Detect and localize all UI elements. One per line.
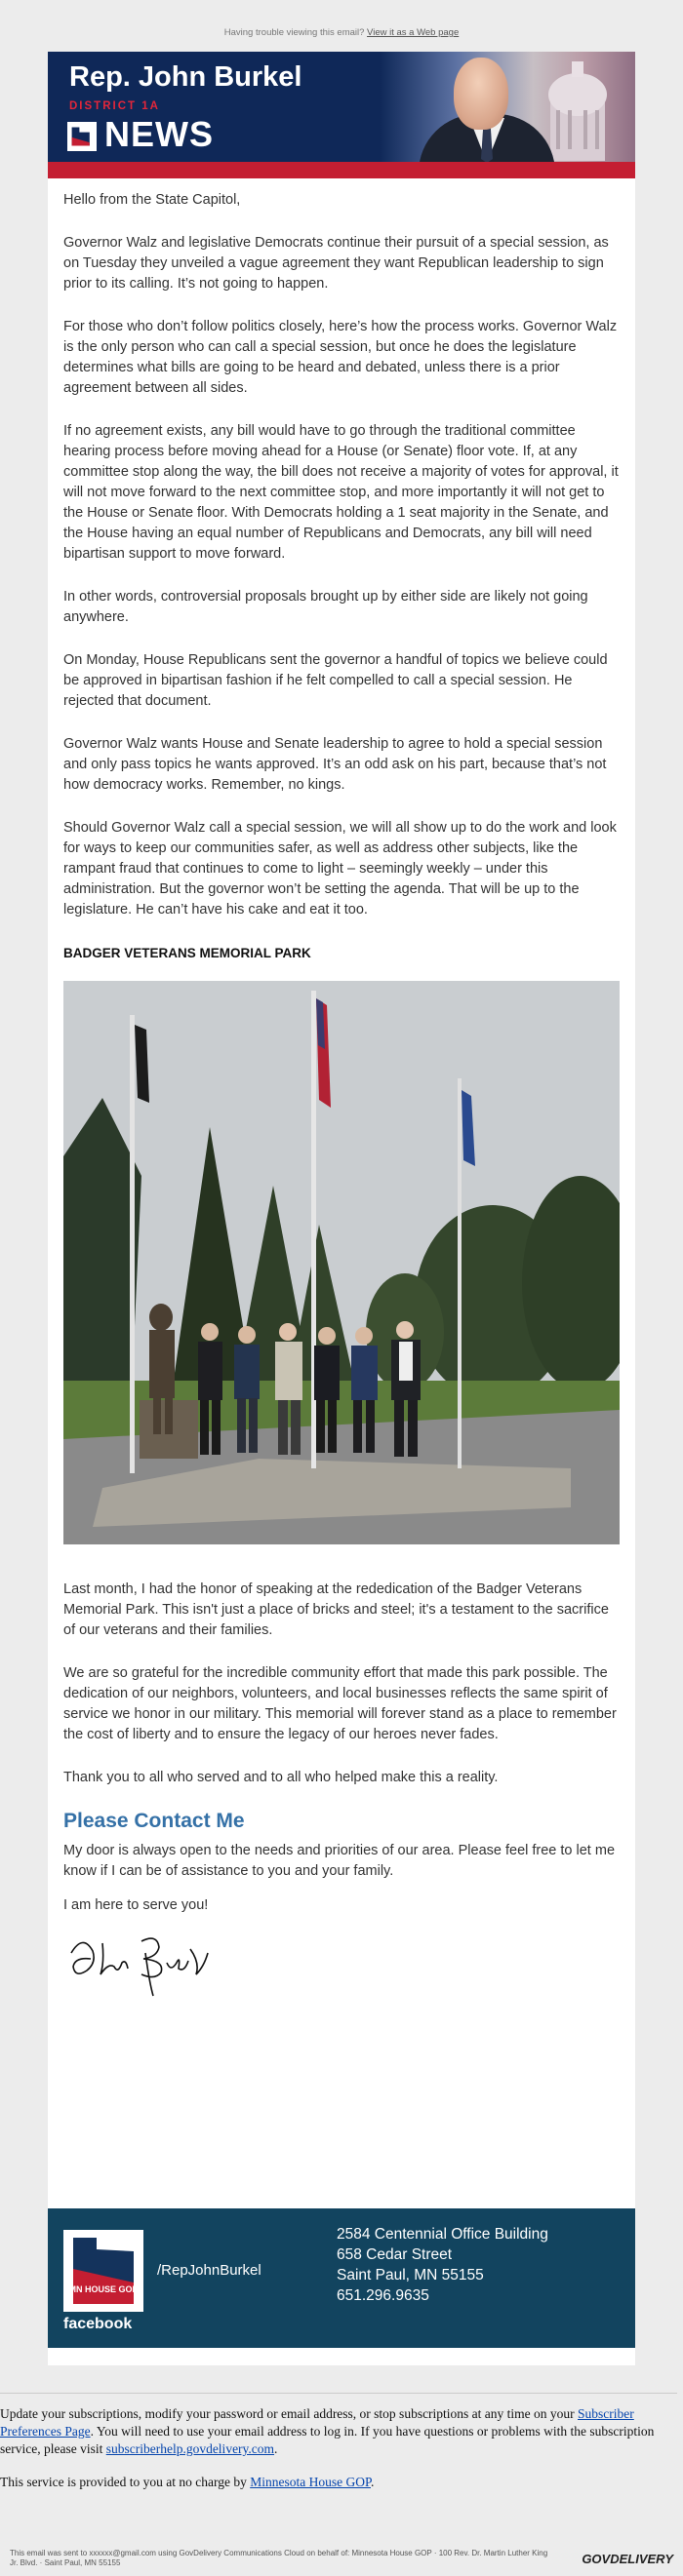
provided-text: This service is provided to you at no charge by Minnesota House GOP. [0,2475,375,2489]
contact-text: My door is always open to the needs and priorities of our area. Please feel free to let me know if I can be of assistance to you and your family. [63,1843,616,1879]
mn-house-gop-logo[interactable] [63,2230,143,2312]
veterans-memorial-photo [63,981,620,1544]
govdelivery-logo[interactable]: GOVDELIVERY [582,2552,673,2566]
paragraph: We are so grateful for the incredible community effort that made this park possible. The dedication of our neighbors, volunteers, and local businesses reflects the same spirit of service we honor in our military. This memorial will forever stand as a place to remember the cost of liberty and to ensure the legacy of our heroes never fades. [63,1665,617,1742]
svg-text:MN HOUSE GOP: MN HOUSE GOP [68,2284,139,2294]
fineprint: This email was sent to xxxxxx@gmail.com using GovDelivery Communications Cloud on behalf of: Minnesota House GOP · 100 Rev. Dr. Martin Luther King Jr. Blvd. · Saint Paul, MN 55155 [10,2549,548,2567]
banner-district: DISTRICT 1A [69,100,160,112]
email-content [63,190,620,2009]
paragraph: Governor Walz wants House and Senate leadership to agree to hold a special session and only pass topics he wants approved. It’s an odd ask on his part, because that’s not how democracy works. Remember, no kings. [63,736,607,793]
memorial-photo-illustration [63,981,620,1544]
divider [0,2393,677,2394]
contact-heading: Please Contact Me [63,1810,245,1832]
serve-text: I am here to serve you! [63,1897,209,1913]
banner-stripe [48,162,635,178]
paragraph: If no agreement exists, any bill would have to go through the traditional committee hearing process before moving ahead for a House (or Senate) floor vote. If, at any committee stop along the way, the bill does not receive a majority of votes for approval, it will not move forward to the next committee stop, and more importantly it will not get to the House or Senate floor. With Democrats holding a 1 seat majority in the Senate, and the House having an equal number of Republicans and Democrats, any bill will need bipartisan support to move forward. [63,423,619,562]
subscriber-preferences-link[interactable]: Subscriber Preferences Page [0,2406,634,2439]
web-view-note [0,27,683,38]
address-line: 2584 Centennial Office Building [337,2226,548,2243]
paragraph: Last month, I had the honor of speaking at the rededication of the Badger Veterans Memorial Park. This isn't just a place of bricks and steel; it's a testament to the sacrifice of our veterans and their families. [63,1581,609,1638]
subscriberhelp-link[interactable]: subscriberhelp.govdelivery.com [105,2441,275,2456]
banner-title: Rep. John Burkel [69,61,302,93]
office-address [337,2224,548,2306]
web-view-link[interactable]: View it as a Web page [367,27,460,38]
subscription-footer [0,2393,683,2491]
facebook-label[interactable]: facebook [63,2316,133,2332]
portrait-head [454,58,508,130]
email-body [48,52,635,2365]
paragraph: Should Governor Walz call a special session, we will all show up to do the work and look for ways to keep our communities safer, as well as address other subjects, like the rampant fraud that continues to come to light – seemingly weekly – under this administration. But the governor won’t be setting the agenda. That will be up to the legislature. He can’t have his cake and eat it too. [63,820,617,917]
subscription-text: Update your subscriptions, modify your password or email address, or stop subscriptions at any time on your Subscriber Preferences Page. You will need to use your email address to log in. If you have questions or problems with the subscription service, please visit subscriberhelp.govdelivery.com. [0,2406,655,2456]
address-line: 658 Cedar Street [337,2246,453,2263]
section-heading: BADGER VETERANS MEMORIAL PARK [63,946,311,960]
paragraph: Thank you to all who served and to all who helped make this a reality. [63,1770,499,1785]
greeting: Hello from the State Capitol, [63,192,241,208]
paragraph: In other words, controversial proposals brought up by either side are likely not going anywhere. [63,589,588,625]
minnesota-house-gop-link[interactable]: Minnesota House GOP [250,2475,371,2489]
facebook-handle[interactable]: /RepJohnBurkel [157,2262,261,2279]
trouble-text: Having trouble viewing this email? [223,27,365,38]
paragraph: On Monday, House Republicans sent the governor a handful of topics we believe could be approved in bipartisan fashion if he felt compelled to call a special session. He rejected that document. [63,652,608,709]
phone-number: 651.296.9635 [337,2287,429,2304]
banner-photo [380,52,635,162]
paragraph: Governor Walz and legislative Democrats continue their pursuit of a special session, as on Tuesday they unveiled a vague agreement they want Republican leadership to sign prior to its calling. It’s not going to happen. [63,235,609,292]
signature-image [63,1924,220,2002]
banner-news: NEWS [104,114,214,154]
newsletter-banner [48,52,635,178]
contact-footer [48,2208,635,2348]
address-line: Saint Paul, MN 55155 [337,2267,484,2283]
paragraph: For those who don’t follow politics closely, here’s how the process works. Governor Walz is the only person who can call a special session, but once he does the legislature determines what bills are going to be heard and debated, unless there is a prior agreement between all sides. [63,319,618,396]
mn-gop-small-logo-icon [67,122,97,151]
